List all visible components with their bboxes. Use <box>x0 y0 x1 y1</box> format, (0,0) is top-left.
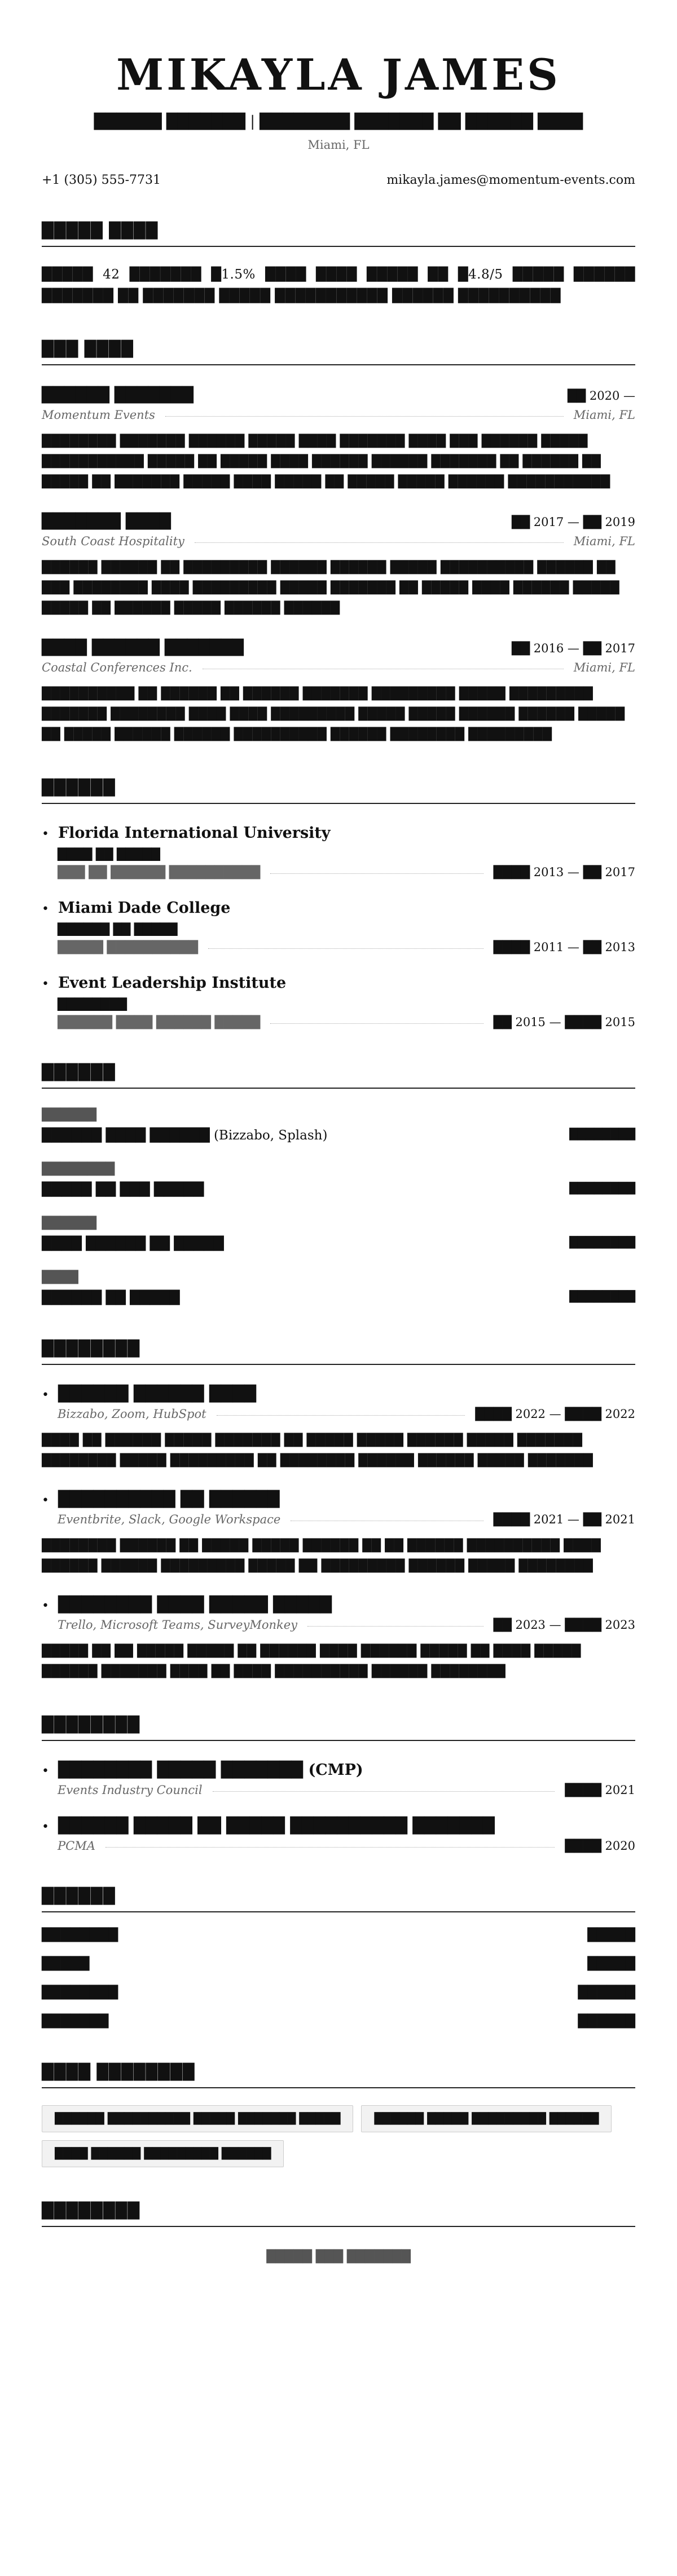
job-title: ███████ ████ <box>42 513 171 530</box>
education-dates: ██ 2015 — ████ 2015 <box>493 1015 635 1029</box>
education-item <box>42 974 635 1029</box>
skill-category: ████████ <box>42 1162 115 1176</box>
project-item <box>42 1491 635 1576</box>
language-name: █████ <box>42 1957 90 1971</box>
job-title: ██████ ███████ <box>42 387 194 404</box>
certification-issuer: PCMA <box>58 1839 95 1853</box>
education-section <box>42 779 635 1029</box>
candidate-headline: ██████ ███████ | ████████ ███████ ██ ██████ ████ <box>94 113 583 130</box>
section-title-certifications: ████████ <box>42 1716 635 1741</box>
section-title-projects: ████████ <box>42 1340 635 1365</box>
skill-category: ██████ <box>42 1108 96 1121</box>
project-description: █████ ██ ██ █████ █████ ██ ██████ ████ ██████ █████ ██ ████ █████ ██████ ███████ ████ ██ ████ ██████████ ██████ ████████ <box>42 1644 581 1678</box>
language-name: ████████ <box>42 1928 118 1942</box>
certification-item <box>42 1761 635 1797</box>
language-level: ██████ <box>578 2014 635 2029</box>
degree-name: ████ ██ █████ <box>58 847 160 861</box>
email-address[interactable]: mikayla.james@momentum-events.com <box>386 173 635 187</box>
bullet-icon: • <box>42 1599 49 1613</box>
certification-issuer: Events Industry Council <box>58 1783 203 1797</box>
skill-level: ████████ <box>569 1236 635 1249</box>
job-location: Miami, FL <box>573 534 635 548</box>
dotted-leader <box>217 1415 465 1416</box>
job-dates: ██ 2016 — ██ 2017 <box>511 642 635 655</box>
contact-row <box>42 173 635 188</box>
bullet-icon: • <box>42 1820 49 1834</box>
project-dates: ████ 2021 — ██ 2021 <box>493 1513 635 1526</box>
degree-name: ██████ ██ █████ <box>58 922 178 936</box>
field-of-study: █████ ██████████ <box>58 940 198 954</box>
dotted-leader <box>165 416 564 417</box>
job-description: ████████ ███████ ██████ █████ ████ ███████ ████ ███ ██████ █████ ███████████ █████ ██ █████ ████ ██████ ██████ ███████ ██ ██████ ██ █████ ██ ███████ █████ ████ █████ ██ █████ █████ ██████ ███████████ <box>42 434 610 488</box>
project-description: ████ ██ ██████ █████ ███████ ██ █████ █████ ██████ █████ ███████ ████████ █████ █████████ ██ ████████ ██████ ██████ █████ ███████ <box>42 1433 593 1467</box>
language-row <box>42 1928 635 1942</box>
skill-row <box>42 1291 635 1305</box>
skill-level: ████████ <box>569 1182 635 1195</box>
language-level: ██████ <box>578 1986 635 2000</box>
bullet-icon: • <box>42 902 49 916</box>
skill-row <box>42 1236 635 1251</box>
skill-row <box>42 1128 635 1143</box>
section-title-references: ████████ <box>42 2202 635 2227</box>
skill-level: ████████ <box>569 1128 635 1141</box>
section-title-summary: █████ ████ <box>42 222 635 247</box>
bullet-icon: • <box>42 977 49 991</box>
field-of-study: ██████ ████ ██████ █████ <box>58 1015 261 1029</box>
education-item <box>42 824 635 879</box>
project-description: ████████ ██████ ██ █████ █████ ██████ ██ ██ ██████ ██████████ ████ ██████ ██████ █████████ █████ ██ █████████ ██████ █████ ████████ <box>42 1539 601 1572</box>
resume-page <box>42 0 635 2263</box>
language-row <box>42 2014 635 2029</box>
experience-item <box>42 639 635 744</box>
dotted-leader <box>213 1791 555 1792</box>
dotted-leader <box>270 873 483 874</box>
skill-category: ██████ <box>42 1216 96 1230</box>
job-dates: ██ 2017 — ██ 2019 <box>511 515 635 529</box>
project-item <box>42 1385 635 1470</box>
company-name: Momentum Events <box>42 408 155 422</box>
dotted-leader <box>307 1626 483 1627</box>
interest-tag: ██████ █████ █████████ ██████ <box>361 2105 612 2132</box>
job-title: ████ ██████ ███████ <box>42 639 244 656</box>
language-name: ███████ <box>42 2014 109 2029</box>
experience-section <box>42 341 635 744</box>
skills-section <box>42 1064 635 1305</box>
skill-name: ████ ██████ ██ █████ <box>42 1236 224 1251</box>
school-name: Event Leadership Institute <box>58 974 287 992</box>
references-section <box>42 2202 635 2263</box>
project-dates: ████ 2022 — ████ 2022 <box>475 1407 635 1421</box>
interest-tag: ████ ██████ █████████ ██████ <box>42 2140 284 2167</box>
job-location: Miami, FL <box>573 408 635 422</box>
section-title-skills: ██████ <box>42 1064 635 1089</box>
bullet-icon: • <box>42 1388 49 1402</box>
company-name: South Coast Hospitality <box>42 534 184 548</box>
experience-item <box>42 513 635 618</box>
skill-category: ████ <box>42 1270 78 1284</box>
project-name: ██████████ ██ ██████ <box>58 1491 280 1508</box>
project-tools: Eventbrite, Slack, Google Workspace <box>58 1513 281 1526</box>
section-title-languages: ██████ <box>42 1888 635 1912</box>
experience-item <box>42 387 635 492</box>
certification-name: ██████ █████ ██ █████ ██████████ ███████ <box>58 1817 495 1835</box>
skill-name: ██████ ████ ██████ (Bizzabo, Splash) <box>42 1128 328 1143</box>
section-title-education: ██████ <box>42 779 635 804</box>
project-dates: ██ 2023 — ████ 2023 <box>493 1618 635 1632</box>
dotted-leader <box>270 1023 483 1024</box>
degree-name: ████████ <box>58 997 128 1011</box>
certification-name: ████████ █████ ███████ (CMP) <box>58 1761 363 1779</box>
summary-section <box>42 222 635 307</box>
bullet-icon: • <box>42 1494 49 1508</box>
language-level: █████ <box>587 1928 635 1942</box>
dotted-leader <box>195 542 564 543</box>
interest-tag: ██████ ██████████ █████ ███████ █████ <box>42 2105 353 2132</box>
bullet-icon: • <box>42 1764 49 1778</box>
interests-section <box>42 2064 635 2167</box>
interest-tags <box>42 2105 635 2167</box>
job-dates: ██ 2020 — <box>567 389 635 403</box>
job-location: Miami, FL <box>573 661 635 674</box>
school-name: Florida International University <box>58 824 331 842</box>
education-dates: ████ 2013 — ██ 2017 <box>493 865 635 879</box>
section-title-experience: ███ ████ <box>42 341 635 365</box>
certifications-section <box>42 1716 635 1853</box>
language-level: █████ <box>587 1957 635 1971</box>
section-title-interests: ████ ████████ <box>42 2064 635 2088</box>
skill-level: ████████ <box>569 1291 635 1303</box>
school-name: Miami Dade College <box>58 899 231 917</box>
project-item <box>42 1596 635 1681</box>
certification-item <box>42 1817 635 1853</box>
project-tools: Bizzabo, Zoom, HubSpot <box>58 1407 206 1421</box>
certification-year: ████ 2020 <box>565 1839 635 1853</box>
field-of-study: ███ ██ ██████ ██████████ <box>58 865 261 879</box>
projects-section <box>42 1340 635 1681</box>
education-item <box>42 899 635 954</box>
project-name: ██████ ██████ ████ <box>58 1385 257 1403</box>
project-tools: Trello, Microsoft Teams, SurveyMonkey <box>58 1618 298 1632</box>
dotted-leader <box>208 948 483 949</box>
job-description: ██████ ██████ ██ █████████ ██████ ██████ █████ ██████████ ██████ ██ ███ ████████ ████ █████████ █████ ███████ ██ █████ ████ ██████ █████ █████ ██ ██████ █████ ██████ ██████ <box>42 560 619 615</box>
language-name: ████████ <box>42 1986 118 2000</box>
languages-section <box>42 1888 635 2029</box>
phone-number[interactable]: +1 (305) 555-7731 <box>42 173 161 187</box>
language-row <box>42 1986 635 2000</box>
candidate-location: Miami, FL <box>307 138 370 152</box>
candidate-name: MIKAYLA JAMES <box>116 50 561 100</box>
references-note: █████ ███ ███████ <box>266 2250 411 2263</box>
skill-name: █████ ██ ███ █████ <box>42 1182 204 1197</box>
skill-name: ██████ ██ █████ <box>42 1291 180 1305</box>
company-name: Coastal Conferences Inc. <box>42 661 192 674</box>
certification-year: ████ 2021 <box>565 1783 635 1797</box>
skill-row <box>42 1182 635 1197</box>
job-description: ██████████ ██ ██████ ██ ██████ ███████ █████████ █████ █████████ ███████ ████████ ████ ████ █████████ █████ █████ ██████ ██████ █████ ██ █████ ██████ ██████ ██████████ ██████ ████████ █████████ <box>42 687 625 741</box>
project-name: ████████ ████ █████ █████ <box>58 1596 332 1614</box>
education-dates: ████ 2011 — ██ 2013 <box>493 940 635 954</box>
bullet-icon: • <box>42 827 49 841</box>
language-row <box>42 1957 635 1971</box>
summary-text: █████ 42 ███████ █1.5% ████ ████ █████ ██ █4.8/5 █████ ██████ ███████ ██ ███████ █████ ███████████ ██████ ██████████ <box>42 267 635 303</box>
dotted-leader <box>105 1847 555 1848</box>
